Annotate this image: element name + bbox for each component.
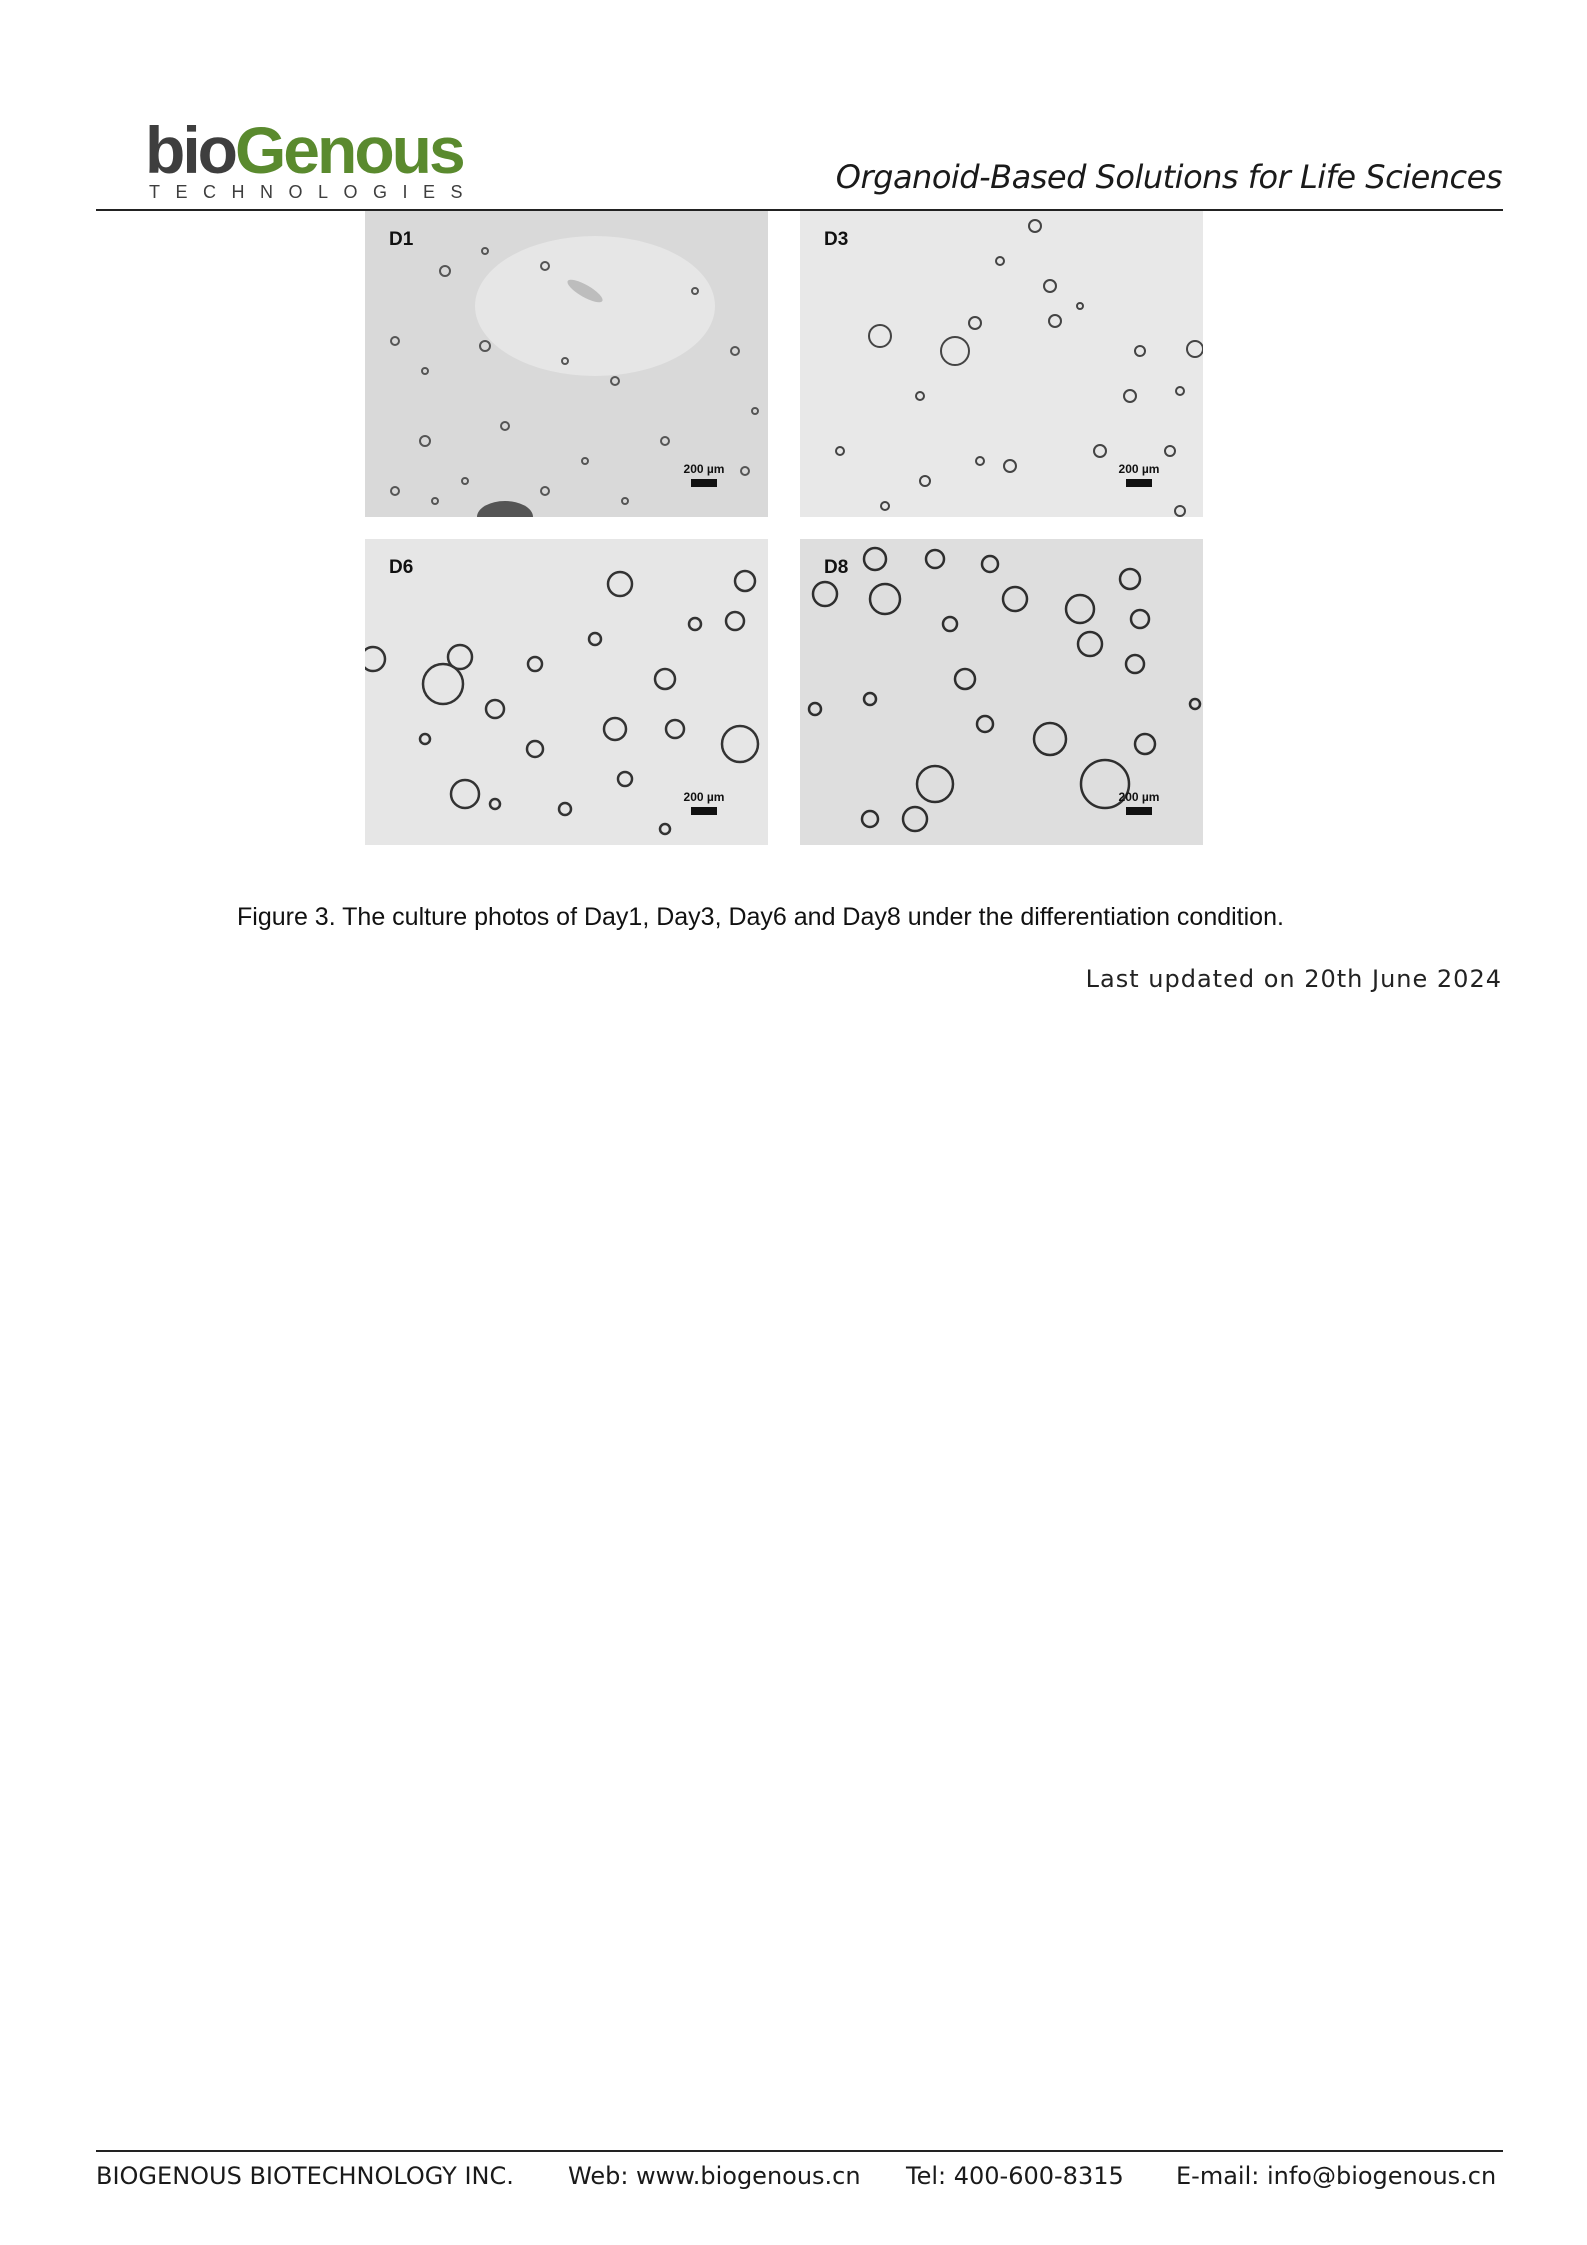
- micrograph-d8: [800, 539, 1203, 845]
- last-updated-note: Last updated on 20th June 2024: [1085, 965, 1502, 993]
- header-tagline: Organoid-Based Solutions for Life Sciences: [835, 158, 1502, 196]
- logo-wordmark: [145, 113, 465, 187]
- footer-divider: [96, 2150, 1503, 2152]
- scale-label: 200 µm: [1118, 462, 1160, 476]
- scale-bar-mark: [1126, 479, 1152, 487]
- micrograph-d6: [365, 539, 768, 845]
- footer-email: E-mail: info@biogenous.cn: [1176, 2162, 1497, 2190]
- footer-web: Web: www.biogenous.cn: [568, 2162, 861, 2190]
- scale-bar-mark: [691, 479, 717, 487]
- scale-bar-mark: [1126, 807, 1152, 815]
- biogenous-logo: [145, 113, 479, 205]
- micrograph-d1: [365, 211, 768, 517]
- logo-subtitle: TECHNOLOGIES: [149, 182, 479, 202]
- scale-bar: [1109, 790, 1169, 815]
- scale-label: 200 µm: [683, 462, 725, 476]
- micrograph-d3: [800, 211, 1203, 517]
- panel-label: D8: [824, 557, 849, 578]
- footer-company: BIOGENOUS BIOTECHNOLOGY INC.: [96, 2162, 514, 2190]
- scale-label: 200 µm: [683, 790, 725, 804]
- scale-bar-mark: [691, 807, 717, 815]
- footer: [96, 2162, 1503, 2190]
- scale-bar: [1109, 462, 1169, 487]
- panel-label: D1: [389, 229, 414, 250]
- panel-label: D3: [824, 229, 849, 250]
- footer-tel: Tel: 400-600-8315: [906, 2162, 1124, 2190]
- logo-bio-text: bio: [145, 113, 235, 187]
- scale-bar: [674, 462, 734, 487]
- scale-label: 200 µm: [1118, 790, 1160, 804]
- figure-caption: Figure 3. The culture photos of Day1, Day3, Day6 and Day8 under the differentiation condition.: [237, 903, 1284, 931]
- scale-bar: [674, 790, 734, 815]
- logo-genous-text: Genous: [234, 113, 463, 187]
- panel-label: D6: [389, 557, 414, 578]
